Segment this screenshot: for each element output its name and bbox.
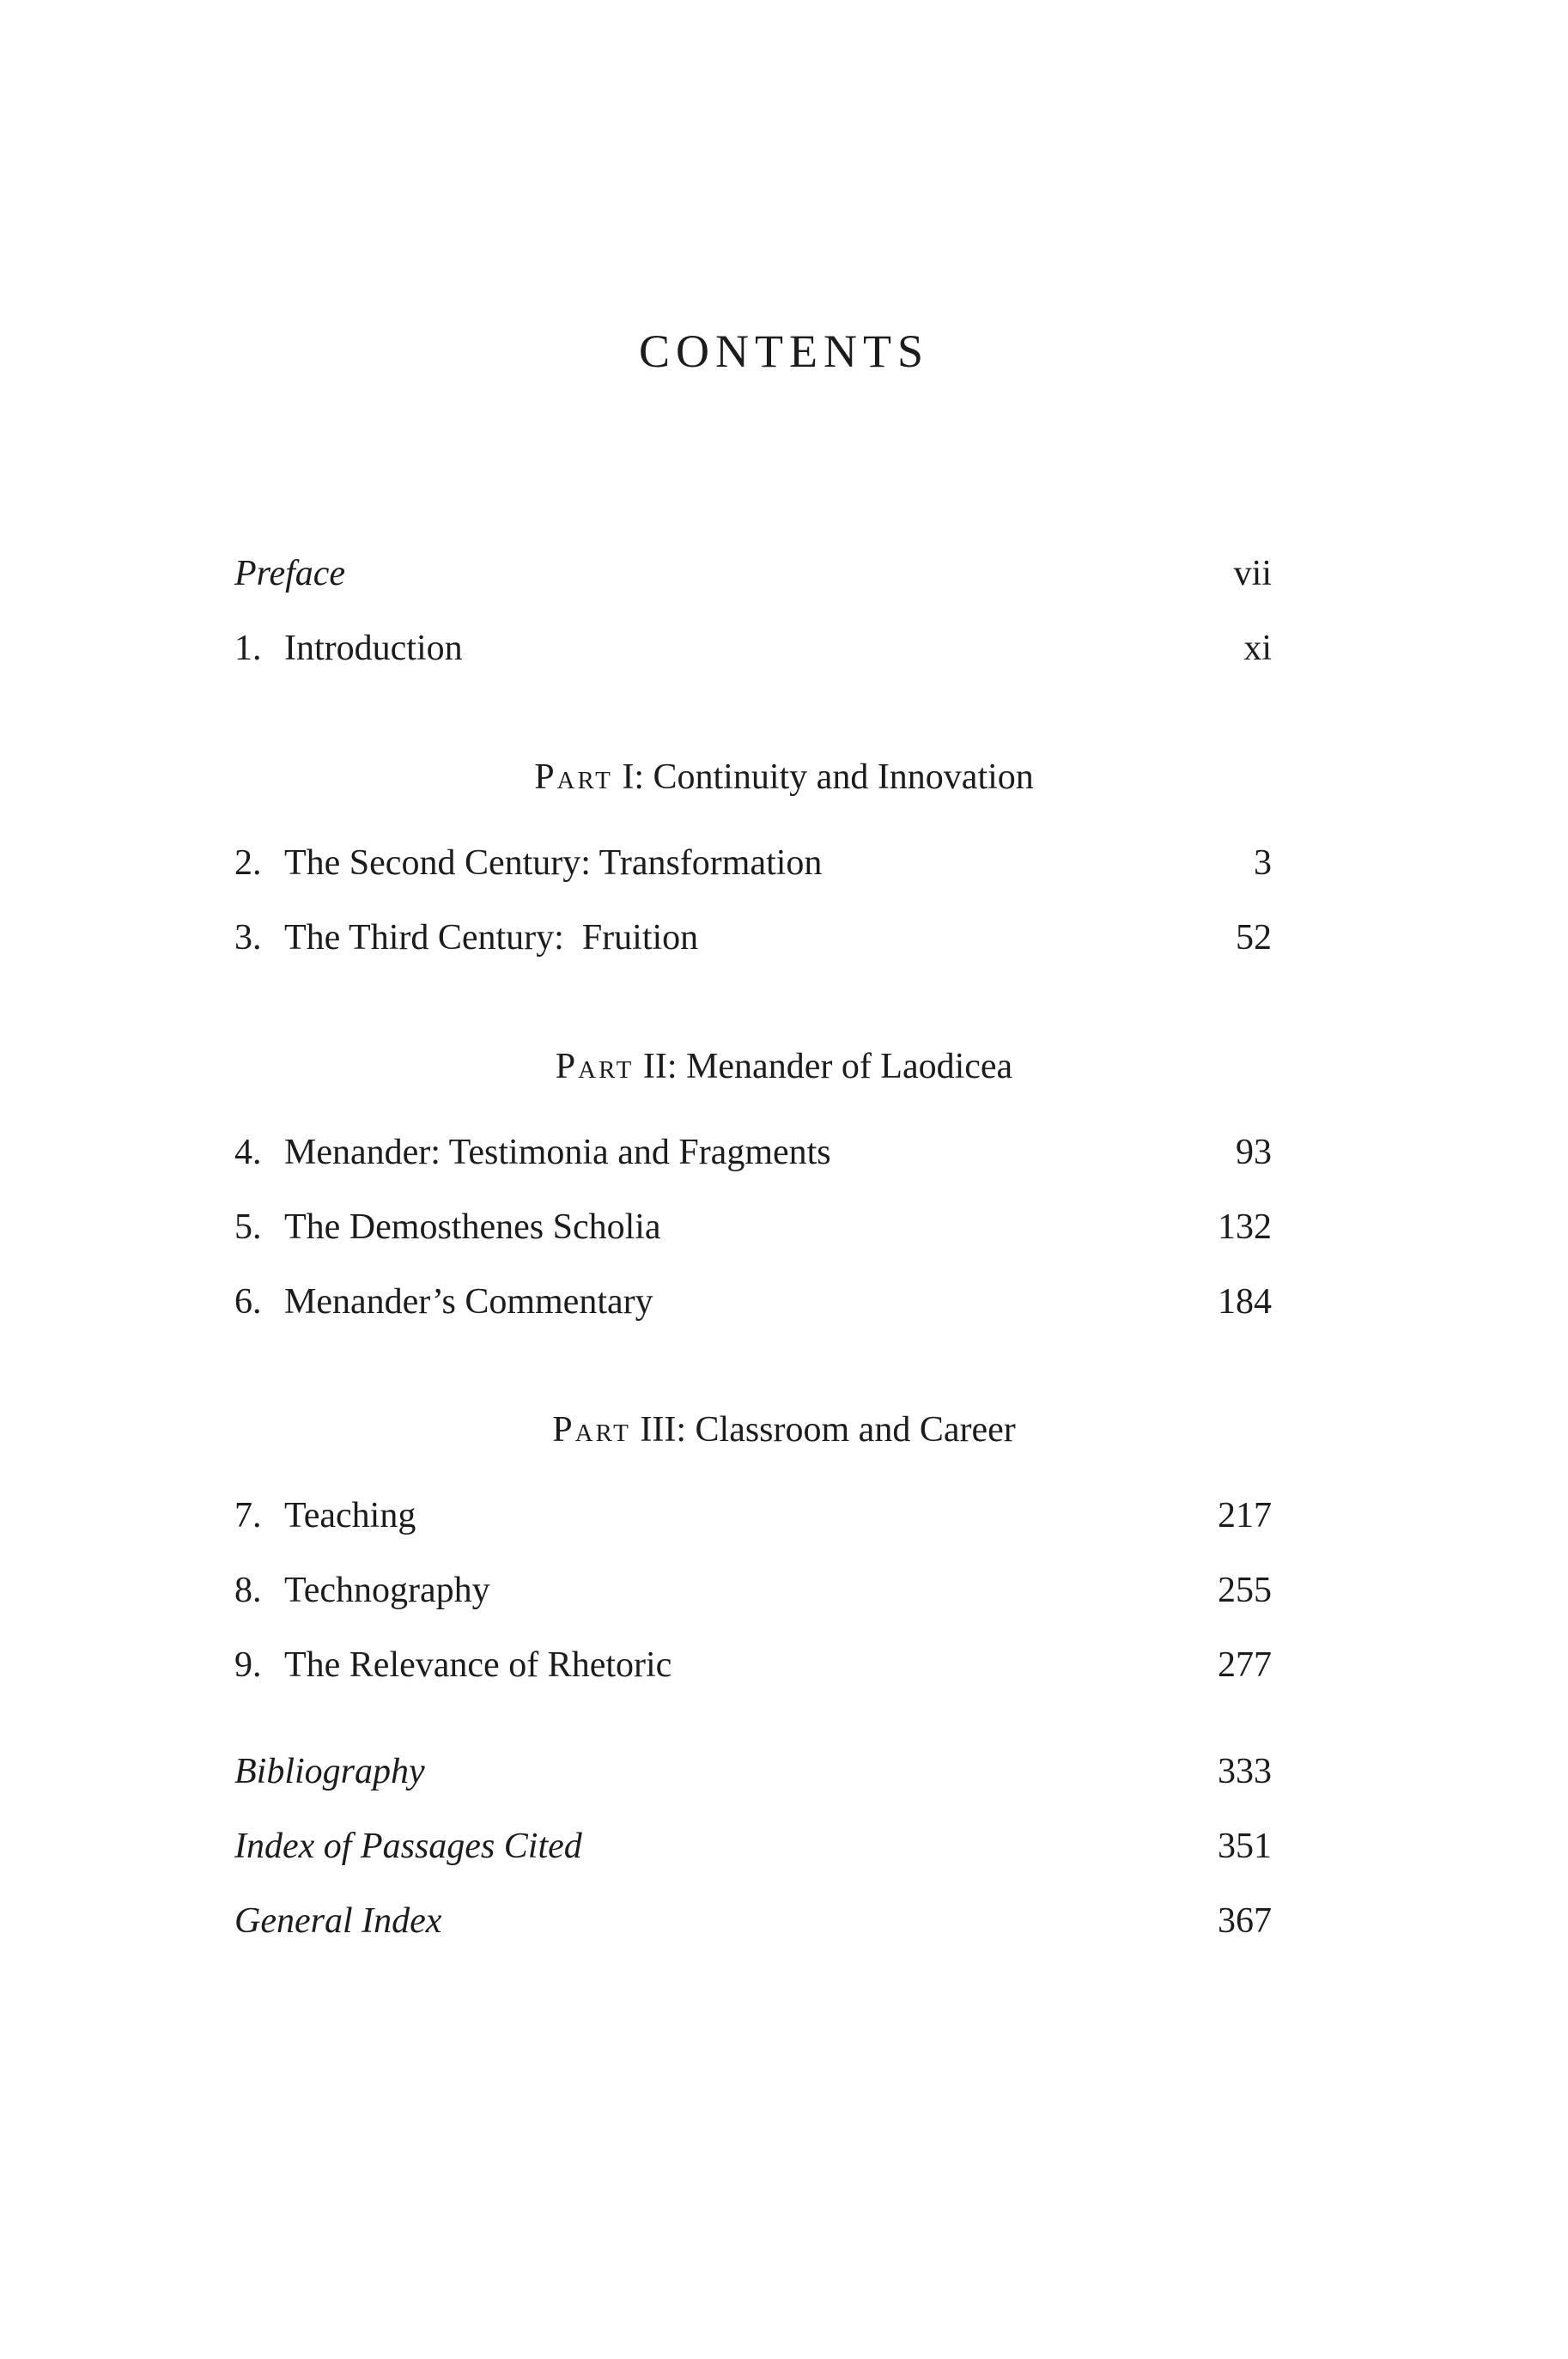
chapter-title: The Second Century: Transformation <box>284 843 823 883</box>
chapter-title: Menander: Testimonia and Fragments <box>284 1133 831 1172</box>
part-heading-3 <box>0 1404 1568 1456</box>
toc-entry-page: 333 <box>1218 1752 1272 1791</box>
toc-entry-page: 132 <box>1218 1207 1272 1247</box>
toc-entry-chapter-8[interactable] <box>234 1565 1272 1616</box>
toc-entry-title: Bibliography <box>234 1752 425 1791</box>
toc-entry-page: vii <box>1233 554 1272 593</box>
toc-entry-chapter-2[interactable] <box>234 837 1272 889</box>
toc-entry-page: 52 <box>1236 918 1272 958</box>
chapter-title: Technography <box>284 1571 490 1610</box>
toc-entry-title: Preface <box>234 554 346 593</box>
chapter-number: 5. <box>234 1207 262 1247</box>
chapter-number: 6. <box>234 1282 262 1322</box>
toc-entry-page: 184 <box>1218 1282 1272 1322</box>
toc-entry-title: Index of Passages Cited <box>234 1827 582 1866</box>
part-label: Part <box>555 1047 635 1086</box>
toc-entry-chapter-4[interactable] <box>234 1127 1272 1178</box>
chapter-title: Teaching <box>284 1496 416 1535</box>
chapter-title: The Third Century: Fruition <box>284 918 699 958</box>
toc-entry-index-passages[interactable] <box>234 1821 1272 1872</box>
toc-entry-page: 351 <box>1218 1827 1272 1866</box>
toc-entry-chapter-5[interactable] <box>234 1201 1272 1253</box>
toc-entry-bibliography[interactable] <box>234 1746 1272 1797</box>
toc-entry-page: 255 <box>1218 1571 1272 1610</box>
part-title: Menander of Laodicea <box>686 1047 1013 1086</box>
chapter-number: 7. <box>234 1496 262 1535</box>
part-title: Continuity and Innovation <box>653 757 1034 797</box>
chapter-number: 1. <box>234 629 262 668</box>
part-numeral: I: <box>622 757 644 797</box>
toc-entry-page: 277 <box>1218 1645 1272 1685</box>
part-numeral: III: <box>640 1410 687 1450</box>
toc-entry-page: 217 <box>1218 1496 1272 1535</box>
chapter-title: Introduction <box>284 629 463 668</box>
part-label: Part <box>552 1410 631 1450</box>
chapter-number: 8. <box>234 1571 262 1610</box>
toc-entry-title: General Index <box>234 1901 442 1941</box>
part-label: Part <box>534 757 613 797</box>
toc-entry-chapter-6[interactable] <box>234 1276 1272 1328</box>
part-numeral: II: <box>642 1047 678 1086</box>
chapter-title: The Demosthenes Scholia <box>284 1207 661 1247</box>
chapter-number: 4. <box>234 1133 262 1172</box>
toc-entry-page: 3 <box>1254 843 1272 883</box>
part-title: Classroom and Career <box>695 1410 1016 1450</box>
chapter-number: 2. <box>234 843 262 883</box>
toc-entry-page: 367 <box>1218 1901 1272 1941</box>
page-title: CONTENTS <box>639 325 929 377</box>
chapter-title: Menander’s Commentary <box>284 1282 653 1322</box>
toc-entry-chapter-7[interactable] <box>234 1490 1272 1541</box>
part-heading-2 <box>0 1041 1568 1092</box>
toc-entry-page: 93 <box>1236 1133 1272 1172</box>
toc-entry-preface[interactable] <box>234 548 1272 599</box>
part-heading-1 <box>0 751 1568 803</box>
toc-entry-page: xi <box>1243 629 1272 668</box>
chapter-number: 9. <box>234 1645 262 1685</box>
toc-entry-chapter-3[interactable] <box>234 912 1272 964</box>
toc-entry-chapter-9[interactable] <box>234 1639 1272 1691</box>
chapter-title: The Relevance of Rhetoric <box>284 1645 672 1685</box>
toc-entry-general-index[interactable] <box>234 1895 1272 1947</box>
toc-entry-introduction[interactable] <box>234 623 1272 674</box>
chapter-number: 3. <box>234 918 262 958</box>
